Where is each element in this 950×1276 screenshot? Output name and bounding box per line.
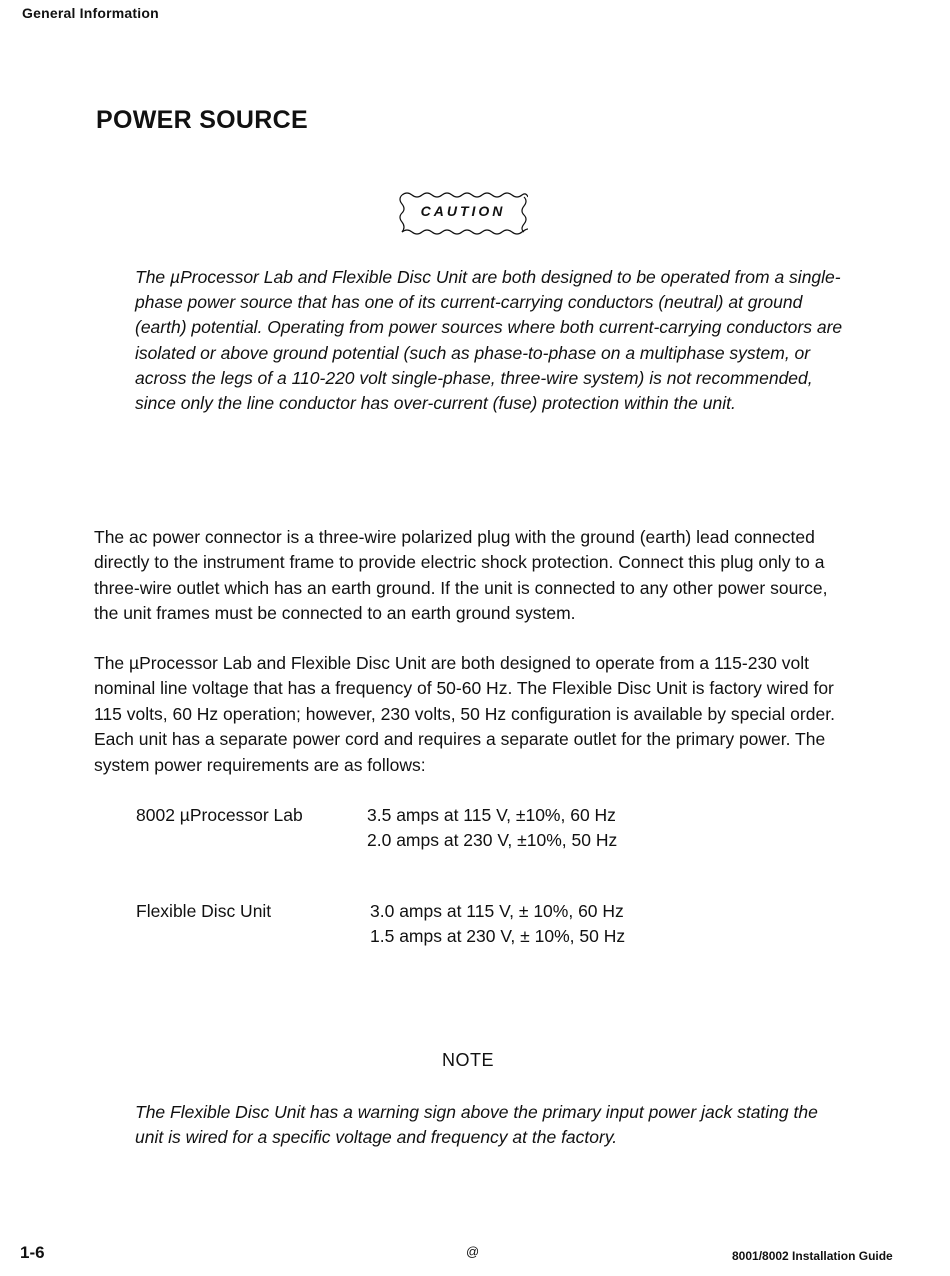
body-paragraph: The µProcessor Lab and Flexible Disc Unit are both designed to operate from a 115-230 volt nominal line voltage that has a frequency of 50-60 Hz. The Flexible Disc Unit is factory wired for 115 volts, 60 Hz operation; however, 230 volts, 50 Hz configuration is available by special order. Each unit has a separate power cord and requires a separate outlet for the primary power. The system power requirements are as follows: xyxy=(94,653,835,775)
requirement-line: 3.0 amps at 115 V, ± 10%, 60 Hz xyxy=(370,901,624,921)
note-heading: NOTE xyxy=(442,1050,495,1070)
requirement-unit-name: Flexible Disc Unit xyxy=(136,901,272,921)
caution-box xyxy=(398,189,528,237)
requirement-line: 1.5 amps at 230 V, ± 10%, 50 Hz xyxy=(370,926,626,947)
copyright-mark: @ xyxy=(466,1244,480,1259)
note-text: The Flexible Disc Unit has a warning sign above the primary input power jack stating the unit is wired for a specific voltage and frequency at the factory. xyxy=(135,1102,818,1148)
page-number: 1-6 xyxy=(20,1243,45,1262)
page-title: POWER SOURCE xyxy=(96,106,308,134)
body-paragraph: The ac power connector is a three-wire polarized plug with the ground (earth) lead connected directly to the instrument frame to provide electric shock protection. Connect this plug only to a three-wire outlet which has an earth ground. If the unit is connected to any other power source, the unit frames must be connected to an earth ground system. xyxy=(94,527,828,624)
requirement-values xyxy=(367,803,617,854)
requirement-line: 2.0 amps at 230 V, ±10%, 50 Hz xyxy=(367,830,618,851)
caution-label: CAUTION xyxy=(420,203,506,219)
requirement-unit-name: 8002 µProcessor Lab xyxy=(136,805,303,825)
requirement-line: 3.5 amps at 115 V, ±10%, 60 Hz xyxy=(367,805,616,825)
running-header: General Information xyxy=(22,5,159,21)
requirement-values xyxy=(370,899,625,950)
guide-title: 8001/8002 Installation Guide xyxy=(732,1249,893,1263)
caution-text: The µProcessor Lab and Flexible Disc Unit are both designed to be operated from a single-phase power source that has one of its current-carrying conductors (neutral) at ground (earth) potential. Operating from power sources where both current-carrying conductors are isolated or above ground potential (such as phase-to-phase on a multiphase system, or across the legs of a 110-220 volt single-phase, three-wire system) is not recommended, since only the line conductor has over-current (fuse) protection within the unit. xyxy=(135,267,843,414)
